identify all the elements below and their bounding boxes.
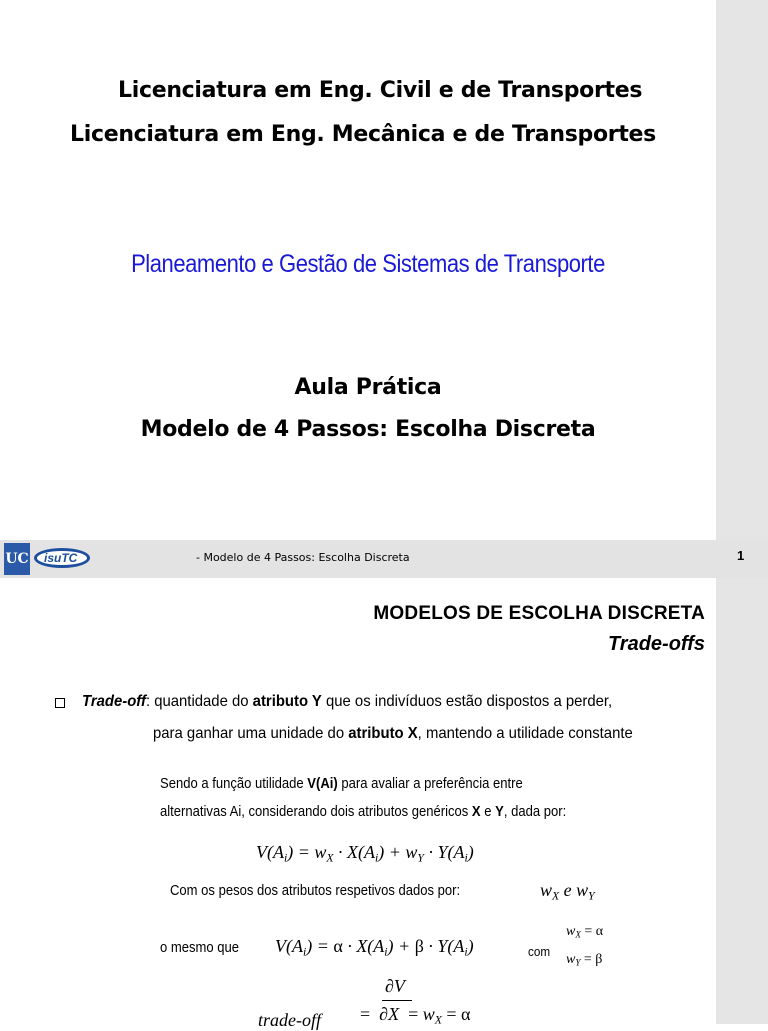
bullet-definition-line2: para ganhar uma unidade do atributo X, mantendo a utilidade constante [153,725,633,742]
lecture-topic: Modelo de 4 Passos: Escolha Discreta [140,417,596,442]
class-type: Aula Prática [294,375,442,400]
section-subtitle: Trade-offs [607,633,705,655]
page-number: 1 [737,548,745,563]
course-line-mecanica: Licenciatura em Eng. Mecânica e de Transportes [70,122,656,147]
section-title: MODELOS DE ESCOLHA DISCRETA [373,603,705,624]
same-as-text: o mesmo que [160,940,240,956]
course-line-civil: Licenciatura em Eng. Civil e de Transportes [118,78,643,103]
weights-text: Com os pesos dos atributos respetivos dados por: [170,883,461,899]
utility-alpha-beta-equation: $V(A_i) = \alpha \cdot X(A_i) + \beta \cdot Y(A_i)$ [275,936,474,959]
fraction-bar [382,1000,412,1001]
wy-equals-beta: $w_Y = \beta$ [566,952,603,968]
wx-equals-alpha: $w_X = \alpha$ [566,924,604,940]
utility-equation: $V(A_i) = w_X \cdot X(A_i) + w_Y \cdot Y(A_i)$ [256,842,474,865]
com-text: com [528,944,551,959]
bullet-checkbox-icon [55,698,65,708]
right-margin [716,0,768,1024]
isutc-logo: isuTC [34,546,92,572]
tradeoff-label: trade-off [258,1010,321,1030]
footer-caption: - Modelo de 4 Passos: Escolha Discreta [196,551,410,564]
subject-title: Planeamento e Gestão de Sistemas de Transporte [131,250,605,278]
intro-line1: Sendo a função utilidade V(Ai) para avaliar a preferência entre [160,776,523,792]
bullet-definition-line1: Trade-off: quantidade do atributo Y que os indivíduos estão dispostos a perder, [82,693,613,710]
partial-v: ∂V [385,976,405,996]
uc-logo: UC [4,543,30,575]
intro-line2: alternativas Ai, considerando dois atributos genéricos X e Y, dada por: [160,804,567,820]
weights-symbols: $w_X$ e $w_Y$ [540,880,595,903]
tradeoff-formula: = $\partial X = w_X = \alpha$ [360,1004,471,1027]
